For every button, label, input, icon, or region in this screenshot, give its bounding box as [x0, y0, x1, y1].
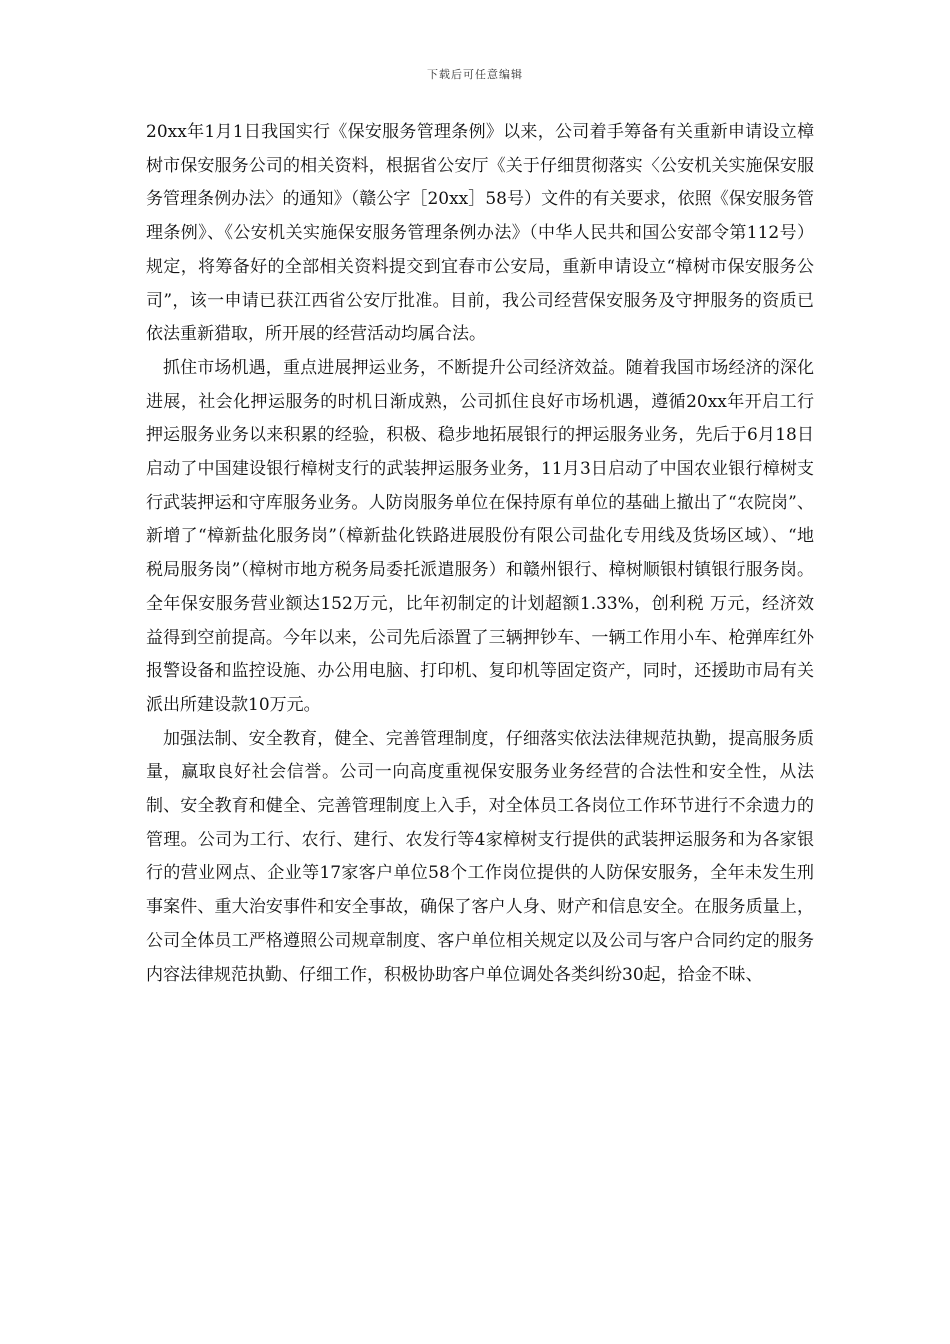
- paragraph-escort-business: 抓住市场机遇，重点进展押运业务，不断提升公司经济效益。随着我国市场经济的深化进展，社会化押运服务的时机日渐成熟，公司抓住良好市场机遇，遵循20xx年开启工行押运服务业务以来积累的经验，积极、稳步地拓展银行的押运服务业务，先后于6月18日启动了中国建设银行樟树支行的武装押运服务业务，11月3日启动了中国农业银行樟树支行武装押运和守库服务业务。人防岗服务单位在保持原有单位的基础上撤出了“农院岗”、新增了“樟新盐化服务岗”（樟新盐化铁路进展股份有限公司盐化专用线及货场区域）、“地税局服务岗”（樟树市地方税务局委托派遣服务）和赣州银行、樟树顺银村镇银行服务岗。全年保安服务营业额达152万元，比年初制定的计划超额1.33%，创利税 万元，经济效益得到空前提高。今年以来，公司先后添置了三辆押钞车、一辆工作用小车、枪弹库红外报警设备和监控设施、办公用电脑、打印机、复印机等固定资产，同时，还援助市局有关派出所建设款10万元。: [146, 357, 814, 715]
- paragraph-qualification: 20xx年1月1日我国实行《保安服务管理条例》以来，公司着手筹备有关重新申请设立樟树市保安服务公司的相关资料，根据省公安厅《关于仔细贯彻落实〈公安机关实施保安服务管理条例办法〉的通知》（赣公字［20xx］58号）文件的有关要求，依照《保安服务管理条例》、《公安机关实施保安服务管理条例办法》（中华人民共和国公安部令第112号）规定，将筹备好的全部相关资料提交到宜春市公安局，重新申请设立“樟树市保安服务公司”，该一申请已获江西省公安厅批准。目前，我公司经营保安服务及守押服务的资质已依法重新猎取，所开展的经营活动均属合法。: [146, 122, 814, 345]
- page-header-note: 下载后可任意编辑: [427, 68, 523, 81]
- paragraph-legal-safety: 加强法制、安全教育，健全、完善管理制度，仔细落实依法法律规范执勤，提高服务质量，赢取良好社会信誉。公司一向高度重视保安服务业务经营的合法性和安全性，从法制、安全教育和健全、完善管理制度上入手，对全体员工各岗位工作环节进行不余遗力的管理。公司为工行、农行、建行、农发行等4家樟树支行提供的武装押运服务和为各家银行的营业网点、企业等17家客户单位58个工作岗位提供的人防保安服务，全年未发生刑事案件、重大治安事件和安全事故，确保了客户人身、财产和信息安全。在服务质量上，公司全体员工严格遵照公司规章制度、客户单位相关规定以及公司与客户合同约定的服务内容法律规范执勤、仔细工作，积极协助客户单位调处各类纠纷30起，拾金不昧、: [146, 728, 814, 985]
- document-body: [146, 116, 814, 992]
